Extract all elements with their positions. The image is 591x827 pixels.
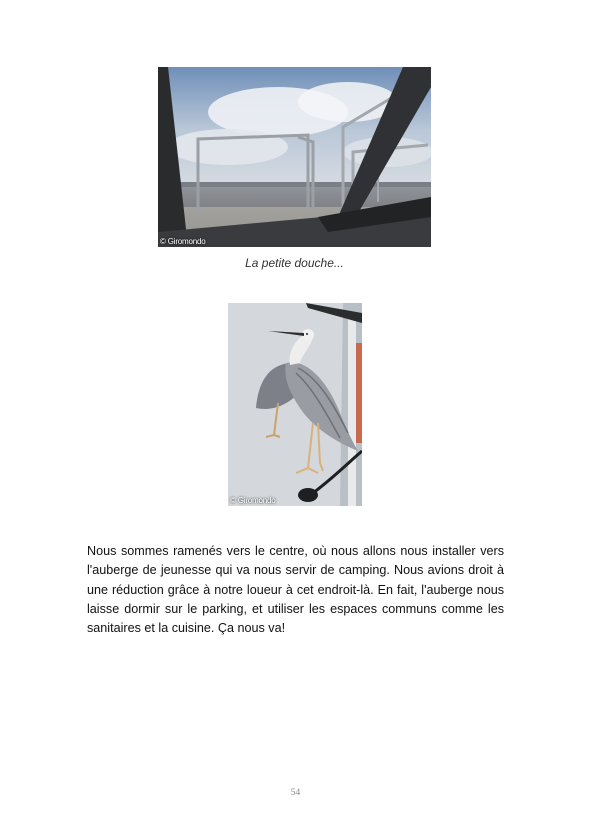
page-number: 54 — [290, 788, 301, 798]
photo-boat-window — [158, 67, 431, 247]
body-paragraph: Nous sommes ramenés vers le centre, où nous allons nous installer vers l'auberge de jeunesse qui va nous servir de camping. Nous avions droit à une réduction grâce à notre loueur à cet endroit-là. En fait, l'auberge nous laisse dormir sur le parking, et utiliser les espaces communs comme les sanitaires et la cuisine. Ça nous va! — [87, 544, 504, 636]
boat-window-picture — [158, 67, 431, 247]
photo-caption: La petite douche... — [245, 256, 344, 270]
photo-heron — [228, 303, 362, 506]
heron-picture — [228, 303, 362, 506]
watermark: © Giromondo — [160, 237, 206, 246]
watermark: © Giromondo — [230, 496, 276, 505]
